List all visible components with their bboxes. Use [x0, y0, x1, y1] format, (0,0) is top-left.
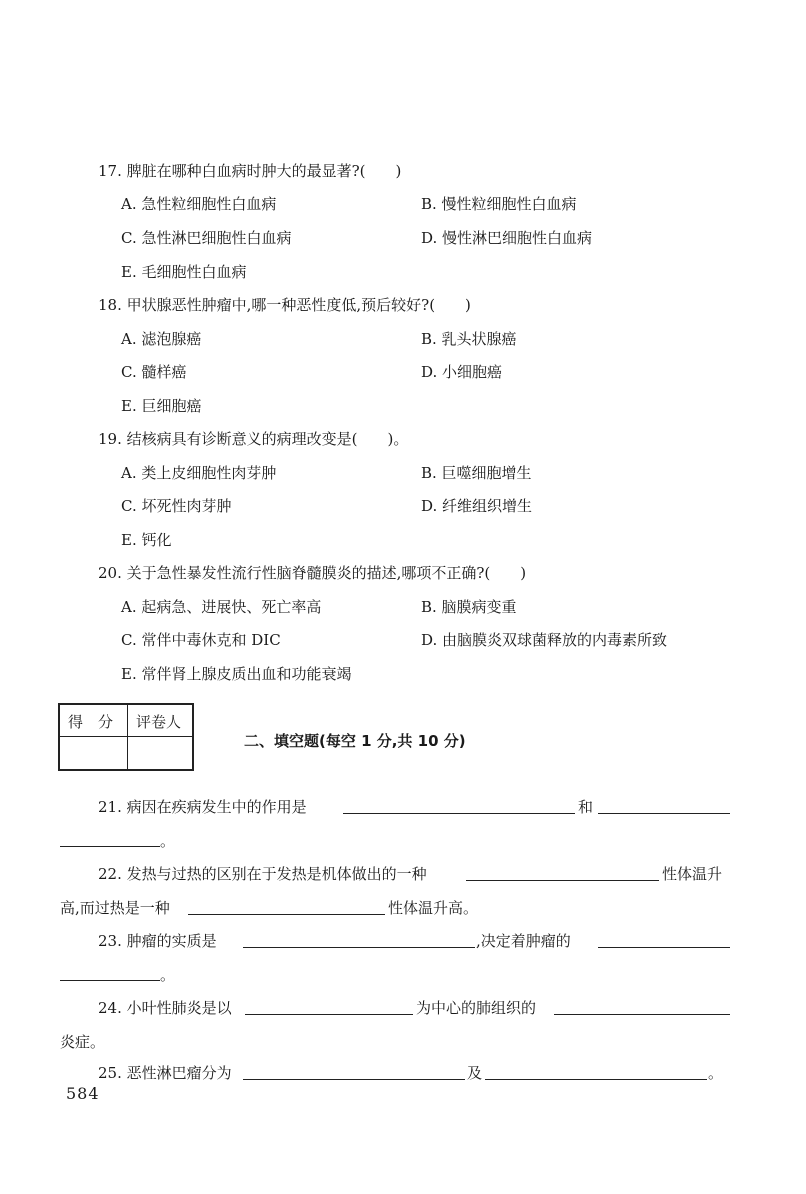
q25-end: 。 [708, 1064, 724, 1082]
q25-text-a: 25. 恶性淋巴瘤分为 [98, 1064, 232, 1082]
question-19-option-c: C. 坏死性肉芽肿 [121, 497, 232, 515]
question-18-option-a: A. 滤泡腺癌 [121, 330, 202, 348]
question-19-option-d: D. 纤维组织增生 [421, 497, 533, 515]
q22-text-c: 高,而过热是一种 [60, 899, 170, 917]
q23-text-b: ,决定着肿瘤的 [476, 932, 571, 950]
question-17-option-d: D. 慢性淋巴细胞性白血病 [421, 229, 593, 247]
page-number: 584 [66, 1084, 100, 1103]
question-18-option-b: B. 乳头状腺癌 [421, 330, 517, 348]
q24-blank-2[interactable] [554, 1014, 730, 1015]
q21-blank-2[interactable] [598, 813, 730, 814]
q25-blank-1[interactable] [243, 1079, 465, 1080]
question-20-option-e: E. 常伴肾上腺皮质出血和功能衰竭 [121, 665, 352, 683]
question-19-stem: 19. 结核病具有诊断意义的病理改变是( )。 [98, 430, 409, 448]
question-20-option-b: B. 脑膜病变重 [421, 598, 517, 616]
q24-text-c: 炎症。 [60, 1033, 106, 1051]
q25-text-b: 及 [467, 1064, 483, 1082]
score-box-divider-horizontal [60, 736, 192, 737]
question-17-option-b: B. 慢性粒细胞性白血病 [421, 195, 577, 213]
question-19-option-a: A. 类上皮细胞性肉芽肿 [121, 464, 277, 482]
question-17-option-c: C. 急性淋巴细胞性白血病 [121, 229, 292, 247]
question-20-stem: 20. 关于急性暴发性流行性脑脊髓膜炎的描述,哪项不正确?( ) [98, 564, 527, 582]
question-17-option-e: E. 毛细胞性白血病 [121, 263, 247, 281]
question-18-stem: 18. 甲状腺恶性肿瘤中,哪一种恶性度低,预后较好?( ) [98, 296, 471, 314]
q22-text-d: 性体温升高。 [388, 899, 479, 917]
score-box-divider-vertical [127, 705, 128, 769]
q23-blank-2-continued[interactable] [60, 980, 160, 981]
score-label: 得 分 [68, 713, 114, 731]
q23-blank-1[interactable] [243, 947, 475, 948]
section-title: 二、填空题(每空 1 分,共 10 分) [244, 732, 466, 750]
question-18-option-d: D. 小细胞癌 [421, 363, 503, 381]
q25-blank-2[interactable] [485, 1079, 707, 1080]
q24-text-b: 为中心的肺组织的 [416, 999, 537, 1017]
question-19-option-b: B. 巨噬细胞增生 [421, 464, 532, 482]
q23-blank-2[interactable] [598, 947, 730, 948]
q21-blank-2-continued[interactable] [60, 846, 160, 847]
q24-blank-1[interactable] [245, 1014, 413, 1015]
q22-blank-1[interactable] [466, 880, 659, 881]
question-20-option-d: D. 由脑膜炎双球菌释放的内毒素所致 [421, 631, 668, 649]
question-18-option-c: C. 髓样癌 [121, 363, 187, 381]
score-box [58, 703, 194, 771]
q21-text-b: 和 [578, 798, 594, 816]
q21-text-a: 21. 病因在疾病发生中的作用是 [98, 798, 307, 816]
q21-end: 。 [160, 832, 176, 850]
question-17-option-a: A. 急性粒细胞性白血病 [121, 195, 277, 213]
q22-text-a: 22. 发热与过热的区别在于发热是机体做出的一种 [98, 865, 427, 883]
question-17-stem: 17. 脾脏在哪种白血病时肿大的最显著?( ) [98, 162, 402, 180]
q22-blank-2[interactable] [188, 914, 385, 915]
question-18-option-e: E. 巨细胞癌 [121, 397, 202, 415]
grader-label: 评卷人 [136, 713, 182, 731]
question-20-option-a: A. 起病急、进展快、死亡率高 [121, 598, 322, 616]
q22-text-b: 性体温升 [662, 865, 723, 883]
q23-end: 。 [160, 966, 176, 984]
question-20-option-c: C. 常伴中毒休克和 DIC [121, 631, 281, 649]
q23-text-a: 23. 肿瘤的实质是 [98, 932, 217, 950]
question-19-option-e: E. 钙化 [121, 531, 172, 549]
q24-text-a: 24. 小叶性肺炎是以 [98, 999, 232, 1017]
q21-blank-1[interactable] [343, 813, 575, 814]
